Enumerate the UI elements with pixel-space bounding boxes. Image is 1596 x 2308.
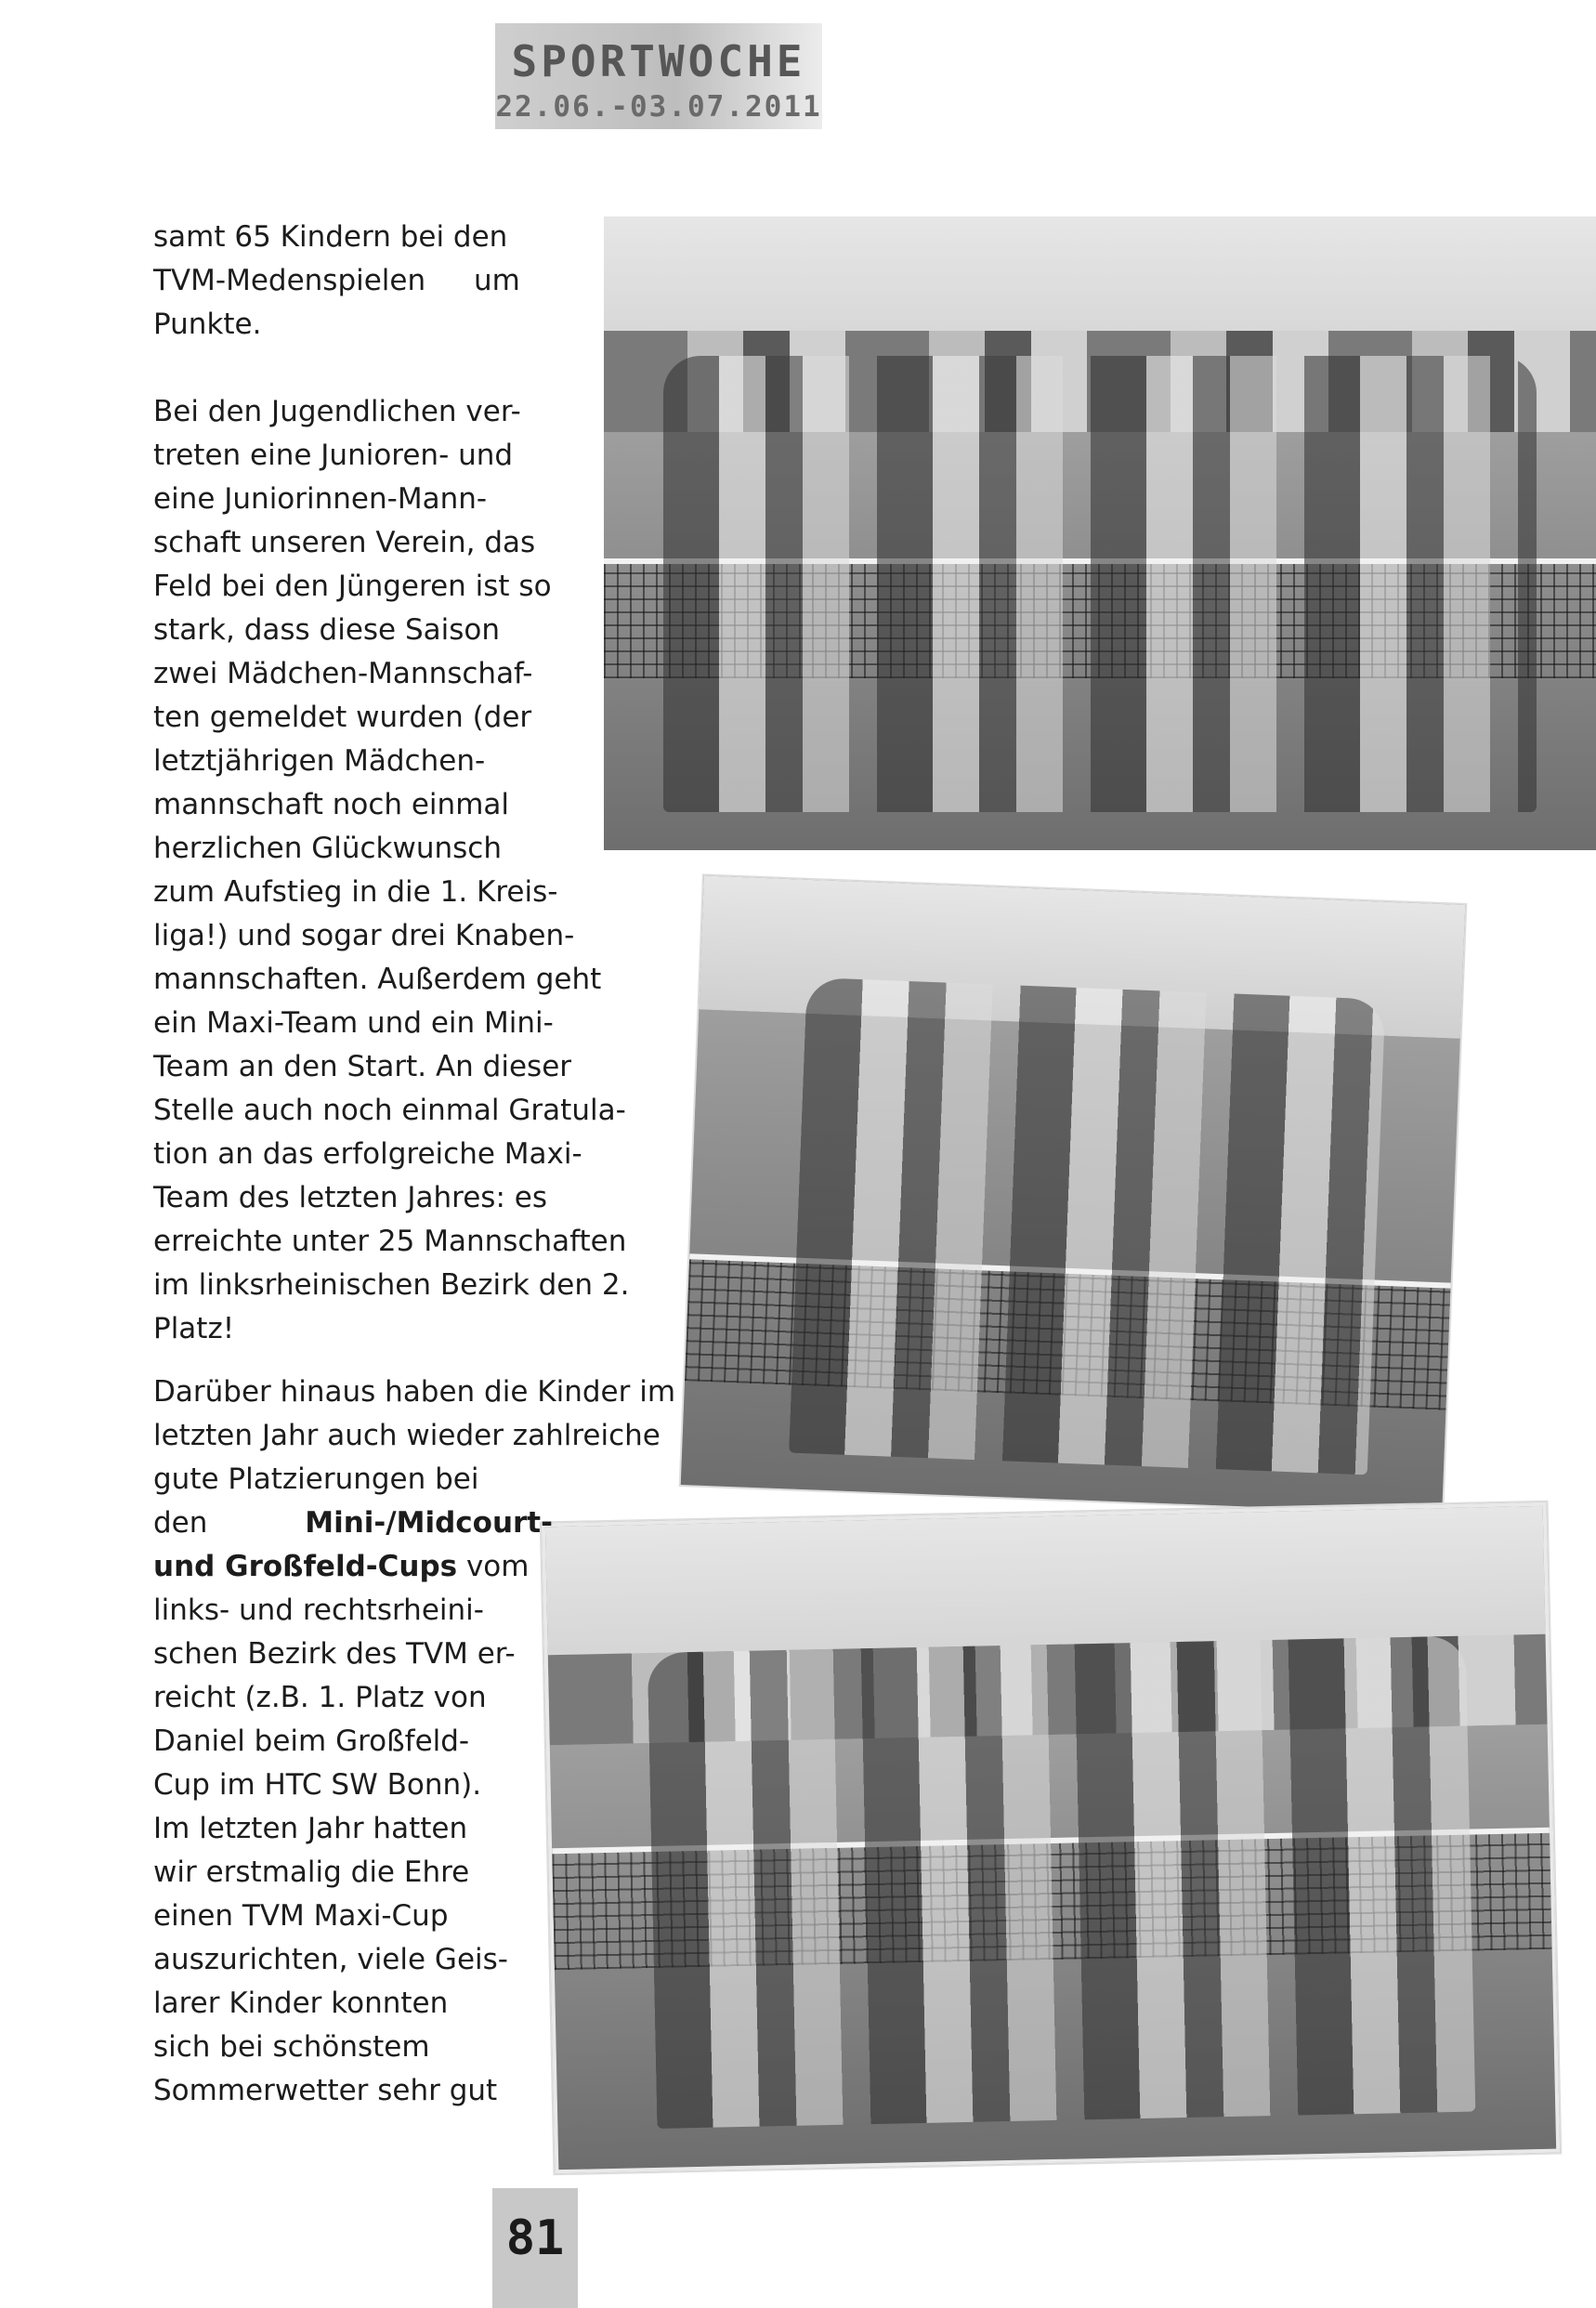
text-line: TVM-Medenspielen um xyxy=(153,264,520,297)
text-line: zum Aufstieg in die 1. Kreis- xyxy=(153,875,558,909)
text-line: Feld bei den Jüngeren ist so xyxy=(153,570,552,603)
paragraph-2 xyxy=(153,390,674,1351)
photo-junior-boys-team xyxy=(604,216,1596,850)
text-line: liga!) und sogar drei Knaben- xyxy=(153,919,575,952)
page-number: 81 xyxy=(505,2210,565,2266)
text-line: einen TVM Maxi-Cup xyxy=(153,1899,449,1933)
text-line: zwei Mädchen-Mannschaf- xyxy=(153,657,533,690)
text-line: treten eine Junioren- und xyxy=(153,439,514,472)
text-line: herzlichen Glückwunsch xyxy=(153,832,502,865)
text-line: Sommerwetter sehr gut xyxy=(153,2074,498,2107)
text-line: Cup im HTC SW Bonn). xyxy=(153,1768,482,1802)
text-line: eine Juniorinnen-Mann- xyxy=(153,482,488,516)
text-line: links- und rechtsrheini- xyxy=(153,1593,484,1627)
magazine-title: SPORTWOCHE xyxy=(511,36,806,86)
issue-dates: 22.06.-03.07.2011 xyxy=(495,90,822,124)
magazine-header xyxy=(495,23,822,129)
text-line: samt 65 Kindern bei den xyxy=(153,220,508,254)
text-line: Team des letzten Jahres: es xyxy=(153,1181,547,1214)
text-line: Team an den Start. An dieser xyxy=(153,1050,572,1083)
text-line: Platz! xyxy=(153,1312,235,1345)
text-line: tion an das erfolgreiche Maxi- xyxy=(153,1137,582,1171)
bold-text-cup-names: Mini-/Midcourt- xyxy=(305,1506,553,1540)
text-line: Punkte. xyxy=(153,308,262,341)
text-line: schaft unseren Verein, das xyxy=(153,526,536,559)
text-line: ten gemeldet wurden (der xyxy=(153,701,532,734)
text-line: Stelle auch noch einmal Gratula- xyxy=(153,1094,626,1127)
text-word: vom xyxy=(457,1550,530,1583)
text-line xyxy=(153,1545,553,1589)
text-line: reicht (z.B. 1. Platz von xyxy=(153,1681,487,1714)
text-line xyxy=(153,1502,553,1545)
text-line: letzten Jahr auch wieder zahlreiche xyxy=(153,1419,661,1452)
text-line: mannschaften. Außerdem geht xyxy=(153,963,602,996)
text-line: Im letzten Jahr hatten xyxy=(153,1812,468,1845)
text-line: mannschaft noch einmal xyxy=(153,788,510,821)
text-line: sich bei schönstem xyxy=(153,2030,430,2064)
paragraph-3 xyxy=(153,1370,711,2113)
text-word: den xyxy=(153,1506,208,1540)
text-line: Darüber hinaus haben die Kinder im xyxy=(153,1375,676,1409)
text-line: letztjährigen Mädchen- xyxy=(153,744,486,778)
text-line: schen Bezirk des TVM er- xyxy=(153,1637,516,1671)
paragraph-1 xyxy=(153,216,567,347)
photo-girls-team xyxy=(681,876,1466,1515)
text-line: ein Maxi-Team und ein Mini- xyxy=(153,1006,554,1040)
text-line: im linksrheinischen Bezirk den 2. xyxy=(153,1268,630,1302)
text-line: Bei den Jugendlichen ver- xyxy=(153,395,521,428)
text-line: erreichte unter 25 Mannschaften xyxy=(153,1225,627,1258)
bold-text-cup-names: und Großfeld-Cups xyxy=(153,1550,458,1583)
page-number-box xyxy=(492,2188,578,2308)
text-line: Daniel beim Großfeld- xyxy=(153,1724,470,1758)
text-line: stark, dass diese Saison xyxy=(153,613,501,647)
text-line: gute Platzierungen bei xyxy=(153,1462,479,1496)
text-line: larer Kinder konnten xyxy=(153,1987,449,2020)
text-line: auszurichten, viele Geis- xyxy=(153,1943,508,1976)
text-line: wir erstmalig die Ehre xyxy=(153,1856,470,1889)
